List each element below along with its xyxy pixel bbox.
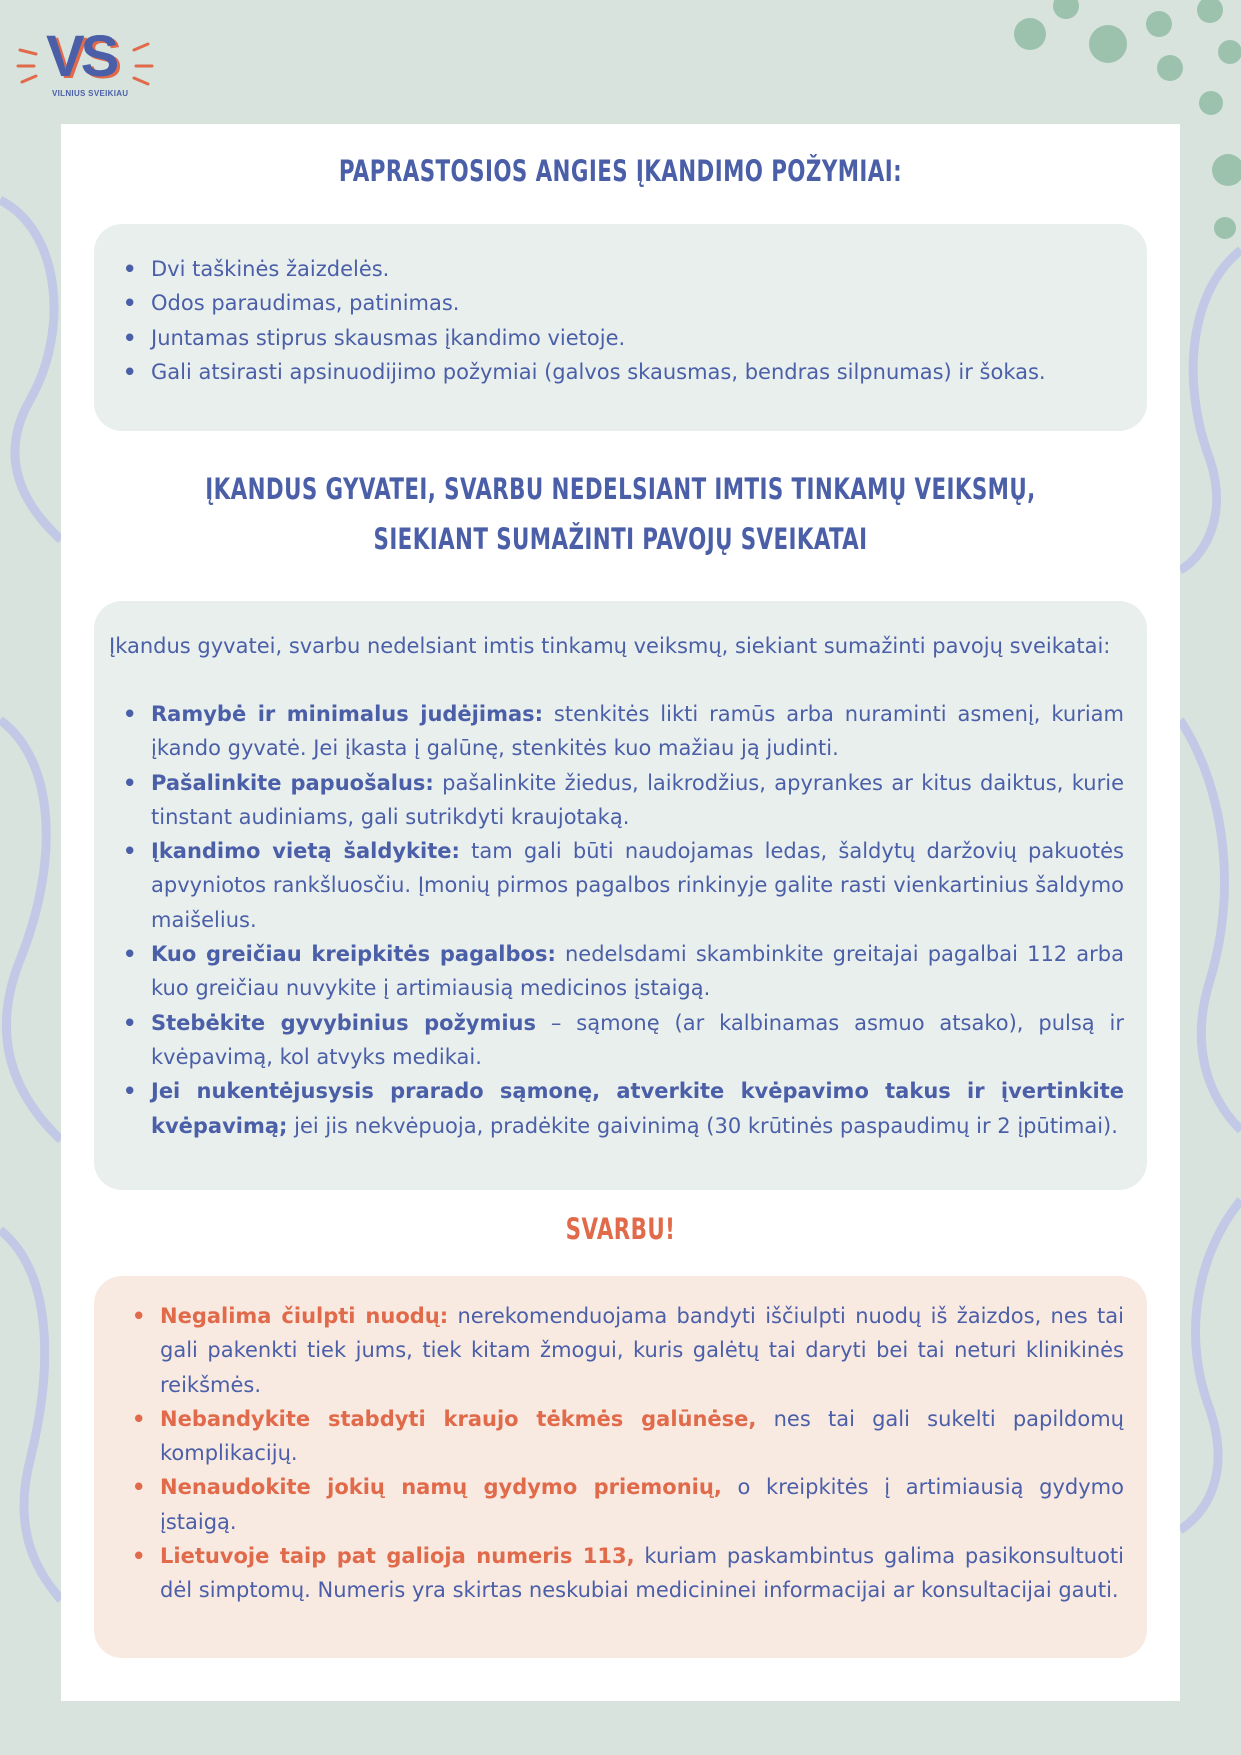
list-item: • Dvi taškinės žaizdelės.	[151, 252, 1131, 286]
item-text: o kreipkitės į artimiausią gydymo įstaigą.	[160, 1475, 1124, 1534]
list-item	[160, 1299, 1124, 1402]
item-lead: Kuo greičiau kreipkitės pagalbos:	[151, 942, 556, 967]
item-text: kuriam paskambintus galima pasikonsultuoti dėl simptomų. Numeris yra skirtas neskubiai medicininei informacijai ar konsultacijai gauti.	[160, 1544, 1124, 1603]
item-lead: Jei nukentėjusysis prarado sąmonę, atverkite kvėpavimo takus ir įvertinkite kvėpavimą;	[151, 1079, 1124, 1138]
item-lead: Ramybė ir minimalus judėjimas:	[151, 702, 544, 726]
list-item	[160, 1539, 1124, 1608]
list-item: • Odos paraudimas, patinimas.	[151, 286, 1131, 320]
item-text: stenkitės likti ramūs arba nuraminti asmenį, kuriam įkando gyvatė. Jei įkasta į galūnę, stenkitės kuo mažiau ją judinti.	[151, 702, 1124, 761]
first-aid-list	[151, 697, 1124, 1143]
section1-title: PAPRASTOSIOS ANGIES ĮKANDIMO POŽYMIAI:	[338, 154, 903, 188]
list-item	[151, 766, 1124, 835]
list-item: • Gali atsirasti apsinuodijimo požymiai (galvos skausmas, bendras silpnumas) ir šokas.	[151, 355, 1131, 389]
item-lead: Pašalinkite papuošalus:	[151, 770, 434, 795]
item-text: nerekomenduojama bandyti iščiulpti nuodų iš žaizdos, nes tai gali pakenkti tiek jums, tiek kitam žmogui, kuris galėtų tai daryti bei tai neturi klinikinės reikšmės.	[160, 1304, 1124, 1397]
warnings-box	[94, 1276, 1147, 1658]
item-lead: Lietuvoje taip pat galioja numeris 113,	[160, 1544, 635, 1569]
logo-mark: VS	[46, 24, 116, 89]
list-item	[151, 697, 1124, 766]
symptoms-box	[94, 224, 1147, 431]
logo-subtitle: VILNIUS SVEIKIAU	[52, 89, 129, 98]
item-text: nes tai gali sukelti papildomų komplikacijų.	[160, 1406, 1124, 1466]
list-item	[151, 834, 1124, 937]
item-lead: Negalima čiulpti nuodų:	[160, 1304, 449, 1328]
item-text: pašalinkite žiedus, laikrodžius, apyrankes ar kitus daiktus, kurie tinstant audiniams, gali sutrikdyti kraujotaką.	[151, 770, 1124, 829]
list-item	[160, 1470, 1124, 1539]
item-text: nedelsdami skambinkite greitajai pagalbai 112 arba kuo greičiau nuvykite į artimiausią medicinos įstaigą.	[151, 942, 1124, 1001]
first-aid-intro: Įkandus gyvatei, svarbu nedelsiant imtis tinkamų veiksmų, siekiant sumažinti pavojų sveikatai:	[109, 634, 1111, 658]
section2-title-line2: SIEKIANT SUMAŽINTI PAVOJŲ SVEIKATAI	[373, 522, 868, 556]
item-text: jei jis nekvėpuoja, pradėkite gaivinimą (30 krūtinės paspaudimų ir 2 įpūtimai).	[287, 1113, 1118, 1138]
symptoms-list	[151, 252, 1131, 389]
section3-title: SVARBU!	[565, 1212, 676, 1246]
item-lead: Stebėkite gyvybinius požymius	[151, 1010, 537, 1035]
item-lead: Nenaudokite jokių namų gydymo priemonių,	[160, 1475, 722, 1500]
first-aid-box	[94, 601, 1147, 1190]
list-item: • Juntamas stiprus skausmas įkandimo vietoje.	[151, 321, 1131, 355]
content-card	[61, 124, 1180, 1701]
logo	[14, 20, 154, 104]
list-item	[151, 937, 1124, 1006]
warnings-list	[160, 1299, 1124, 1608]
section2-title-line1: ĮKANDUS GYVATEI, SVARBU NEDELSIANT IMTIS TINKAMŲ VEIKSMŲ,	[205, 472, 1036, 506]
item-text: tam gali būti naudojamas ledas, šaldytų daržovių pakuotės apvyniotos rankšluosčiu. Įmonių pirmos pagalbos rinkinyje galite rasti vienkartinius šaldymo maišelius.	[151, 839, 1124, 932]
list-item	[151, 1006, 1124, 1075]
list-item	[151, 1074, 1124, 1143]
item-lead: Nebandykite stabdyti kraujo tėkmės galūnėse,	[160, 1406, 757, 1431]
item-lead: Įkandimo vietą šaldykite:	[151, 839, 460, 864]
list-item	[160, 1402, 1124, 1471]
item-text: – sąmonę (ar kalbinamas asmuo atsako), pulsą ir kvėpavimą, kol atvyks medikai.	[151, 1010, 1125, 1069]
